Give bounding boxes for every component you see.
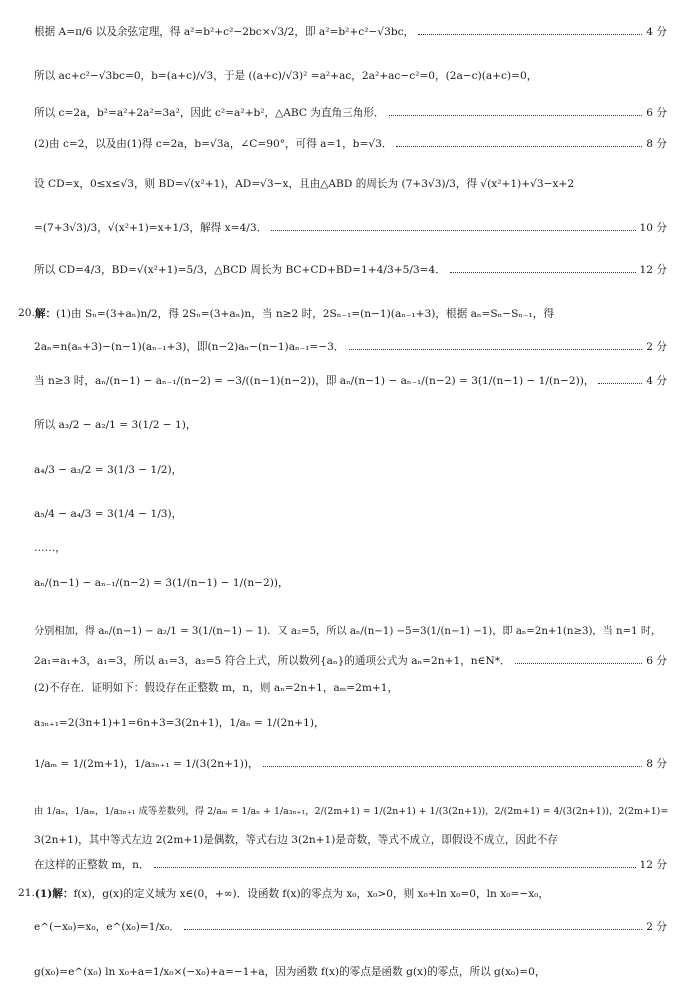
line-text: (2)不存在．证明如下：假设存在正整数 m，n，则 aₙ=2n+1，aₘ=2m+1， <box>34 681 399 694</box>
solution-line <box>34 572 667 592</box>
dot-leader <box>349 349 643 350</box>
line-text: 3(2n+1)，其中等式左边 2(2m+1)是偶数，等式右边 3(2n+1)是奇数，等式不成立，即假设不成立，因此不存 <box>34 833 558 846</box>
dot-leader <box>184 929 642 930</box>
dot-leader <box>450 272 636 273</box>
line-text: a₃ₙ₊₁=2(3n+1)+1=6n+3=3(2n+1)，1/aₙ = 1/(2n+1)， <box>34 716 325 729</box>
score-marker: 4 分 <box>646 25 667 38</box>
line-text: 2aₙ=n(aₙ+3)−(n−1)(aₙ₋₁+3)，即(n−2)aₙ−(n−1)aₙ₋₁=−3． <box>34 340 345 353</box>
line-text: 当 n≥3 时，aₙ/(n−1) − aₙ₋₁/(n−2) = −3/((n−1)(n−2))，即 aₙ/(n−1) − aₙ₋₁/(n−2) = 3(1/(n−1) − 1/(n−2))， <box>34 374 595 387</box>
line-text: 1/aₘ = 1/(2m+1)，1/a₃ₙ₊₁ = 1/(3(2n+1))， <box>34 757 259 770</box>
score-marker: 2 分 <box>646 340 667 353</box>
score-marker: 12 分 <box>639 263 667 276</box>
line-text: 所以 ac+c²−√3bc=0，b=(a+c)/√3，于是 ((a+c)/√3)² =a²+ac，2a²+ac−c²=0，(2a−c)(a+c)=0， <box>34 69 538 82</box>
solution-line <box>34 650 667 670</box>
question-number: 21. <box>18 887 35 899</box>
solution-line <box>34 961 667 981</box>
solution-line <box>34 537 667 557</box>
dot-leader <box>271 230 635 231</box>
line-text: aₙ/(n−1) − aₙ₋₁/(n−2) = 3(1/(n−1) − 1/(n−2))， <box>34 576 289 589</box>
solution-line <box>34 370 667 390</box>
solution-line <box>34 173 667 193</box>
line-text: 由 1/aₙ，1/aₘ，1/a₃ₙ₊₁ 成等差数列，得 2/aₘ = 1/aₙ + 1/a₃ₙ₊₁，2/(2m+1) = 1/(2n+1) + 1/(3(2n+1))，2/(2m+1) = 4/(3(2n+1))，2(2m+1)= <box>34 806 669 817</box>
score-marker: 2 分 <box>646 920 667 933</box>
solution-line <box>34 21 667 41</box>
solution-line <box>34 102 667 122</box>
line-text: 2a₁=a₁+3，a₁=3，所以 a₁=3，a₂=5 符合上式，所以数列{aₙ}的通项公式为 aₙ=2n+1，n∈N*． <box>34 654 511 667</box>
line-text: =(7+3√3)/3，√(x²+1)=x+1/3，解得 x=4/3． <box>34 221 268 234</box>
score-marker: 10 分 <box>639 221 667 234</box>
solution-line <box>34 414 667 434</box>
question-number: 20. <box>18 307 35 319</box>
line-text: 在这样的正整数 m，n． <box>34 858 150 871</box>
line-text: (1)由 Sₙ=(3+aₙ)n/2，得 2Sₙ=(3+aₙ)n，当 n≥2 时，2Sₙ₋₁=(n−1)(aₙ₋₁+3)，根据 aₙ=Sₙ−Sₙ₋₁，得 <box>56 307 554 320</box>
dot-leader <box>396 146 642 147</box>
solution-line <box>34 336 667 356</box>
answer-lead: 解： <box>34 307 57 320</box>
score-marker: 8 分 <box>646 137 667 150</box>
line-text: (2)由 c=2，以及由(1)得 c=2a，b=√3a，∠C=90°，可得 a=1，b=√3． <box>34 137 393 150</box>
line-text: a₄/3 − a₃/2 = 3(1/3 − 1/2)， <box>34 463 183 476</box>
line-text: a₅/4 − a₄/3 = 3(1/4 − 1/3)， <box>34 507 183 520</box>
solution-line <box>34 677 667 697</box>
score-marker: 6 分 <box>646 106 667 119</box>
line-text: 所以 CD=4/3，BD=√(x²+1)=5/3，△BCD 周长为 BC+CD+BD=1+4/3+5/3=4． <box>34 263 446 276</box>
solution-line <box>34 133 667 153</box>
solution-line <box>34 503 667 523</box>
dot-leader <box>263 766 643 767</box>
solution-line <box>34 259 667 279</box>
solution-line <box>34 217 667 237</box>
score-marker: 6 分 <box>646 654 667 667</box>
line-text: f(x)，g(x)的定义域为 x∈(0，+∞)．设函数 f(x)的零点为 x₀，x₀>0，则 x₀+ln x₀=0，ln x₀=−x₀， <box>73 887 550 900</box>
score-marker: 8 分 <box>646 757 667 770</box>
solution-line <box>34 712 667 732</box>
solution-line <box>34 65 667 85</box>
dot-leader <box>389 115 643 116</box>
solution-line <box>34 753 667 773</box>
solution-line <box>34 854 667 874</box>
solution-line <box>34 916 667 936</box>
score-marker: 12 分 <box>639 858 667 871</box>
line-text: 所以 c=2a，b²=a²+2a²=3a²，因此 c²=a²+b²，△ABC 为直角三角形． <box>34 106 385 119</box>
line-text: ……， <box>34 541 66 554</box>
line-text: 分别相加，得 aₙ/(n−1) − a₂/1 = 3(1/(n−1) − 1)．又 a₂=5，所以 aₙ/(n−1) −5=3(1/(n−1) −1)，即 aₙ=2n+1(n≥3)，当 n=1 时， <box>34 625 662 637</box>
solution-line <box>34 829 667 849</box>
line-text: 设 CD=x，0≤x≤√3，则 BD=√(x²+1)，AD=√3−x，且由△ABD 的周长为 (7+3√3)/3，得 √(x²+1)+√3−x+2 <box>34 177 575 190</box>
dot-leader <box>154 867 636 868</box>
line-text: g(x₀)=e^(x₀) ln x₀+a=1/x₀×(−x₀)+a=−1+a，因为函数 f(x)的零点是函数 g(x)的零点，所以 g(x₀)=0， <box>34 965 546 978</box>
solution-line <box>34 800 667 820</box>
solution-line <box>34 619 667 639</box>
dot-leader <box>515 663 643 664</box>
line-text: 根据 A=π/6 以及余弦定理，得 a²=b²+c²−2bc×√3/2，即 a²=b²+c²−√3bc， <box>34 25 415 38</box>
line-text: e^(−x₀)=x₀，e^(x₀)=1/x₀． <box>34 920 180 933</box>
solution-line <box>18 883 667 903</box>
line-text: 所以 a₃/2 − a₂/1 = 3(1/2 − 1)， <box>34 418 197 431</box>
solution-line <box>18 303 667 323</box>
dot-leader <box>598 383 642 384</box>
dot-leader <box>418 34 642 35</box>
solution-line <box>34 459 667 479</box>
score-marker: 4 分 <box>646 374 667 387</box>
answer-lead: (1)解： <box>34 887 74 900</box>
